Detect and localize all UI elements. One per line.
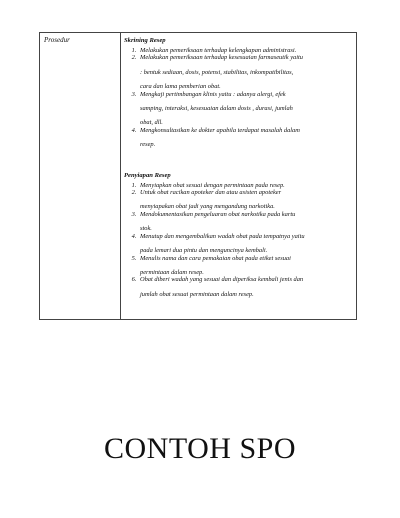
list-item: 4. Mengkonsultasikan ke dokter apabila terdapat masalah dalam resep. xyxy=(138,127,352,149)
list-item: 4. Menutup dan mengembalikan wadah obat pada tempatnya yaitu pada lemari dua pintu dan menguncinya kembali. xyxy=(138,233,352,255)
section-title: Penyiapan Resep xyxy=(124,171,171,179)
steps-list xyxy=(124,182,352,298)
steps-list xyxy=(124,47,352,149)
list-item: 3. Mengkaji pertimbangan klinis yaitu : adanya alergi, efek samping, interaksi, kesesuaian dalam dosis , durasi, jumlah obat, dll. xyxy=(138,91,352,127)
section-title: Skrining Resep xyxy=(124,37,166,44)
procedure-content xyxy=(124,36,352,298)
list-item: 3. Mendokumentasikan pengeluaran obat narkotika pada kartu stok. xyxy=(138,211,352,233)
section-penyiapan xyxy=(124,171,352,298)
page-title: CONTOH SPO xyxy=(104,432,296,465)
list-item: 1. Melakukan pemeriksaan terhadap kelengkapan administrasi. xyxy=(138,47,352,54)
list-item: 5. Menulis nama dan cara pemakaian obat pada etiket sesuai permintaan dalam resep. xyxy=(138,255,352,277)
procedure-table xyxy=(39,32,357,320)
section-skrining xyxy=(124,36,352,149)
list-item: 1. Menyiapkan obat sesuai dengan permintaan pada resep. xyxy=(138,182,352,189)
procedure-label: Prosedur xyxy=(44,36,70,44)
list-item: 6. Obat diberi wadah yang sesuai dan diperiksa kembali jenis dan jumlah obat sesuai permintaan dalam resep. xyxy=(138,276,352,298)
column-divider xyxy=(120,33,121,319)
list-item: 2. Untuk obat racikan apoteker dan atau asisten apoteker menyiapakan obat jadi yang mengandung narkotika. xyxy=(138,189,352,211)
list-item: 2. Melakukan pemeriksaan terhadap kesesuaian farmaseutik yaitu : bentuk sediaan, dosis, potensi, stabilitas, inkompatibilitas, cara dan lama pemberian obat. xyxy=(138,54,352,90)
